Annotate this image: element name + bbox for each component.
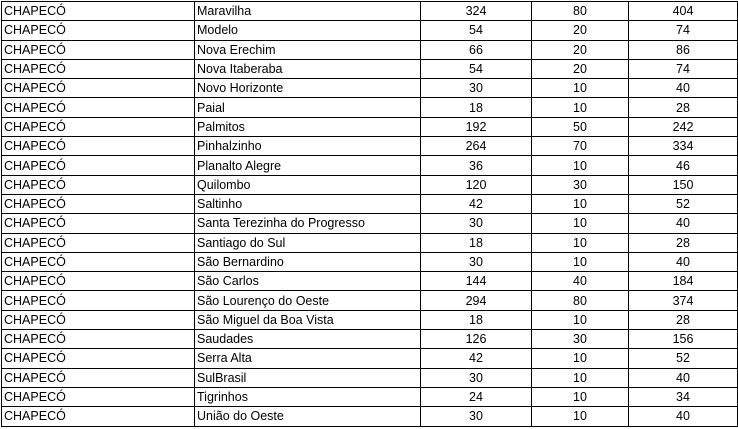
table-row	[2, 387, 738, 406]
region-cell: CHAPECÓ	[2, 40, 195, 59]
city-cell: Saudades	[195, 330, 421, 349]
value-b-cell: 10	[532, 214, 629, 233]
table-row	[2, 368, 738, 387]
region-cell: CHAPECÓ	[2, 330, 195, 349]
total-cell: 46	[629, 156, 738, 175]
value-b-cell: 10	[532, 407, 629, 426]
city-cell: São Carlos	[195, 272, 421, 291]
region-cell: CHAPECÓ	[2, 59, 195, 78]
city-cell: Tigrinhos	[195, 387, 421, 406]
region-cell: CHAPECÓ	[2, 137, 195, 156]
region-cell: CHAPECÓ	[2, 98, 195, 117]
table-row	[2, 214, 738, 233]
total-cell: 150	[629, 175, 738, 194]
value-b-cell: 50	[532, 117, 629, 136]
region-cell: CHAPECÓ	[2, 349, 195, 368]
table-row	[2, 291, 738, 310]
value-a-cell: 144	[421, 272, 532, 291]
table-body	[2, 2, 738, 427]
value-b-cell: 20	[532, 40, 629, 59]
value-a-cell: 42	[421, 349, 532, 368]
table-row	[2, 330, 738, 349]
value-a-cell: 30	[421, 79, 532, 98]
total-cell: 374	[629, 291, 738, 310]
region-cell: CHAPECÓ	[2, 368, 195, 387]
city-cell: Nova Erechim	[195, 40, 421, 59]
region-cell: CHAPECÓ	[2, 21, 195, 40]
value-a-cell: 192	[421, 117, 532, 136]
value-a-cell: 30	[421, 407, 532, 426]
total-cell: 52	[629, 349, 738, 368]
value-a-cell: 120	[421, 175, 532, 194]
city-cell: Maravilha	[195, 2, 421, 21]
city-cell: Nova Itaberaba	[195, 59, 421, 78]
city-cell: SulBrasil	[195, 368, 421, 387]
city-cell: Santa Terezinha do Progresso	[195, 214, 421, 233]
region-cell: CHAPECÓ	[2, 2, 195, 21]
city-cell: Novo Horizonte	[195, 79, 421, 98]
region-cell: CHAPECÓ	[2, 214, 195, 233]
value-b-cell: 80	[532, 291, 629, 310]
table-row	[2, 21, 738, 40]
total-cell: 74	[629, 21, 738, 40]
value-a-cell: 24	[421, 387, 532, 406]
city-cell: Saltinho	[195, 194, 421, 213]
value-b-cell: 10	[532, 368, 629, 387]
value-a-cell: 30	[421, 368, 532, 387]
total-cell: 156	[629, 330, 738, 349]
table-row	[2, 175, 738, 194]
value-a-cell: 324	[421, 2, 532, 21]
municipality-table	[1, 1, 738, 427]
table-row	[2, 137, 738, 156]
city-cell: Pinhalzinho	[195, 137, 421, 156]
total-cell: 28	[629, 233, 738, 252]
region-cell: CHAPECÓ	[2, 117, 195, 136]
value-a-cell: 36	[421, 156, 532, 175]
region-cell: CHAPECÓ	[2, 252, 195, 271]
value-a-cell: 294	[421, 291, 532, 310]
table-row	[2, 98, 738, 117]
table-row	[2, 59, 738, 78]
total-cell: 40	[629, 214, 738, 233]
total-cell: 28	[629, 98, 738, 117]
total-cell: 184	[629, 272, 738, 291]
value-a-cell: 18	[421, 98, 532, 117]
table-row	[2, 2, 738, 21]
value-a-cell: 42	[421, 194, 532, 213]
table-row	[2, 79, 738, 98]
city-cell: São Lourenço do Oeste	[195, 291, 421, 310]
city-cell: Quilombo	[195, 175, 421, 194]
region-cell: CHAPECÓ	[2, 233, 195, 252]
table-row	[2, 252, 738, 271]
value-a-cell: 264	[421, 137, 532, 156]
total-cell: 28	[629, 310, 738, 329]
total-cell: 86	[629, 40, 738, 59]
table-row	[2, 194, 738, 213]
city-cell: Serra Alta	[195, 349, 421, 368]
region-cell: CHAPECÓ	[2, 156, 195, 175]
table-row	[2, 272, 738, 291]
city-cell: Planalto Alegre	[195, 156, 421, 175]
table-row	[2, 156, 738, 175]
table-row	[2, 40, 738, 59]
city-cell: Paial	[195, 98, 421, 117]
total-cell: 334	[629, 137, 738, 156]
value-a-cell: 126	[421, 330, 532, 349]
value-b-cell: 80	[532, 2, 629, 21]
value-a-cell: 66	[421, 40, 532, 59]
value-b-cell: 10	[532, 156, 629, 175]
table-row	[2, 310, 738, 329]
value-b-cell: 10	[532, 310, 629, 329]
city-cell: São Miguel da Boa Vista	[195, 310, 421, 329]
value-b-cell: 10	[532, 233, 629, 252]
value-a-cell: 54	[421, 59, 532, 78]
value-a-cell: 18	[421, 233, 532, 252]
value-b-cell: 10	[532, 79, 629, 98]
value-a-cell: 18	[421, 310, 532, 329]
value-a-cell: 30	[421, 214, 532, 233]
total-cell: 52	[629, 194, 738, 213]
region-cell: CHAPECÓ	[2, 175, 195, 194]
value-a-cell: 30	[421, 252, 532, 271]
value-b-cell: 10	[532, 252, 629, 271]
table-row	[2, 349, 738, 368]
total-cell: 242	[629, 117, 738, 136]
value-a-cell: 54	[421, 21, 532, 40]
total-cell: 404	[629, 2, 738, 21]
total-cell: 40	[629, 79, 738, 98]
city-cell: Modelo	[195, 21, 421, 40]
region-cell: CHAPECÓ	[2, 387, 195, 406]
total-cell: 40	[629, 407, 738, 426]
city-cell: União do Oeste	[195, 407, 421, 426]
total-cell: 34	[629, 387, 738, 406]
table-row	[2, 233, 738, 252]
value-b-cell: 40	[532, 272, 629, 291]
region-cell: CHAPECÓ	[2, 407, 195, 426]
city-cell: Palmitos	[195, 117, 421, 136]
value-b-cell: 30	[532, 330, 629, 349]
total-cell: 40	[629, 252, 738, 271]
value-b-cell: 20	[532, 59, 629, 78]
value-b-cell: 30	[532, 175, 629, 194]
value-b-cell: 20	[532, 21, 629, 40]
region-cell: CHAPECÓ	[2, 194, 195, 213]
total-cell: 74	[629, 59, 738, 78]
value-b-cell: 10	[532, 387, 629, 406]
region-cell: CHAPECÓ	[2, 79, 195, 98]
value-b-cell: 10	[532, 98, 629, 117]
value-b-cell: 70	[532, 137, 629, 156]
city-cell: Santiago do Sul	[195, 233, 421, 252]
table-row	[2, 117, 738, 136]
region-cell: CHAPECÓ	[2, 310, 195, 329]
region-cell: CHAPECÓ	[2, 291, 195, 310]
total-cell: 40	[629, 368, 738, 387]
city-cell: São Bernardino	[195, 252, 421, 271]
value-b-cell: 10	[532, 194, 629, 213]
region-cell: CHAPECÓ	[2, 272, 195, 291]
value-b-cell: 10	[532, 349, 629, 368]
table-row	[2, 407, 738, 426]
